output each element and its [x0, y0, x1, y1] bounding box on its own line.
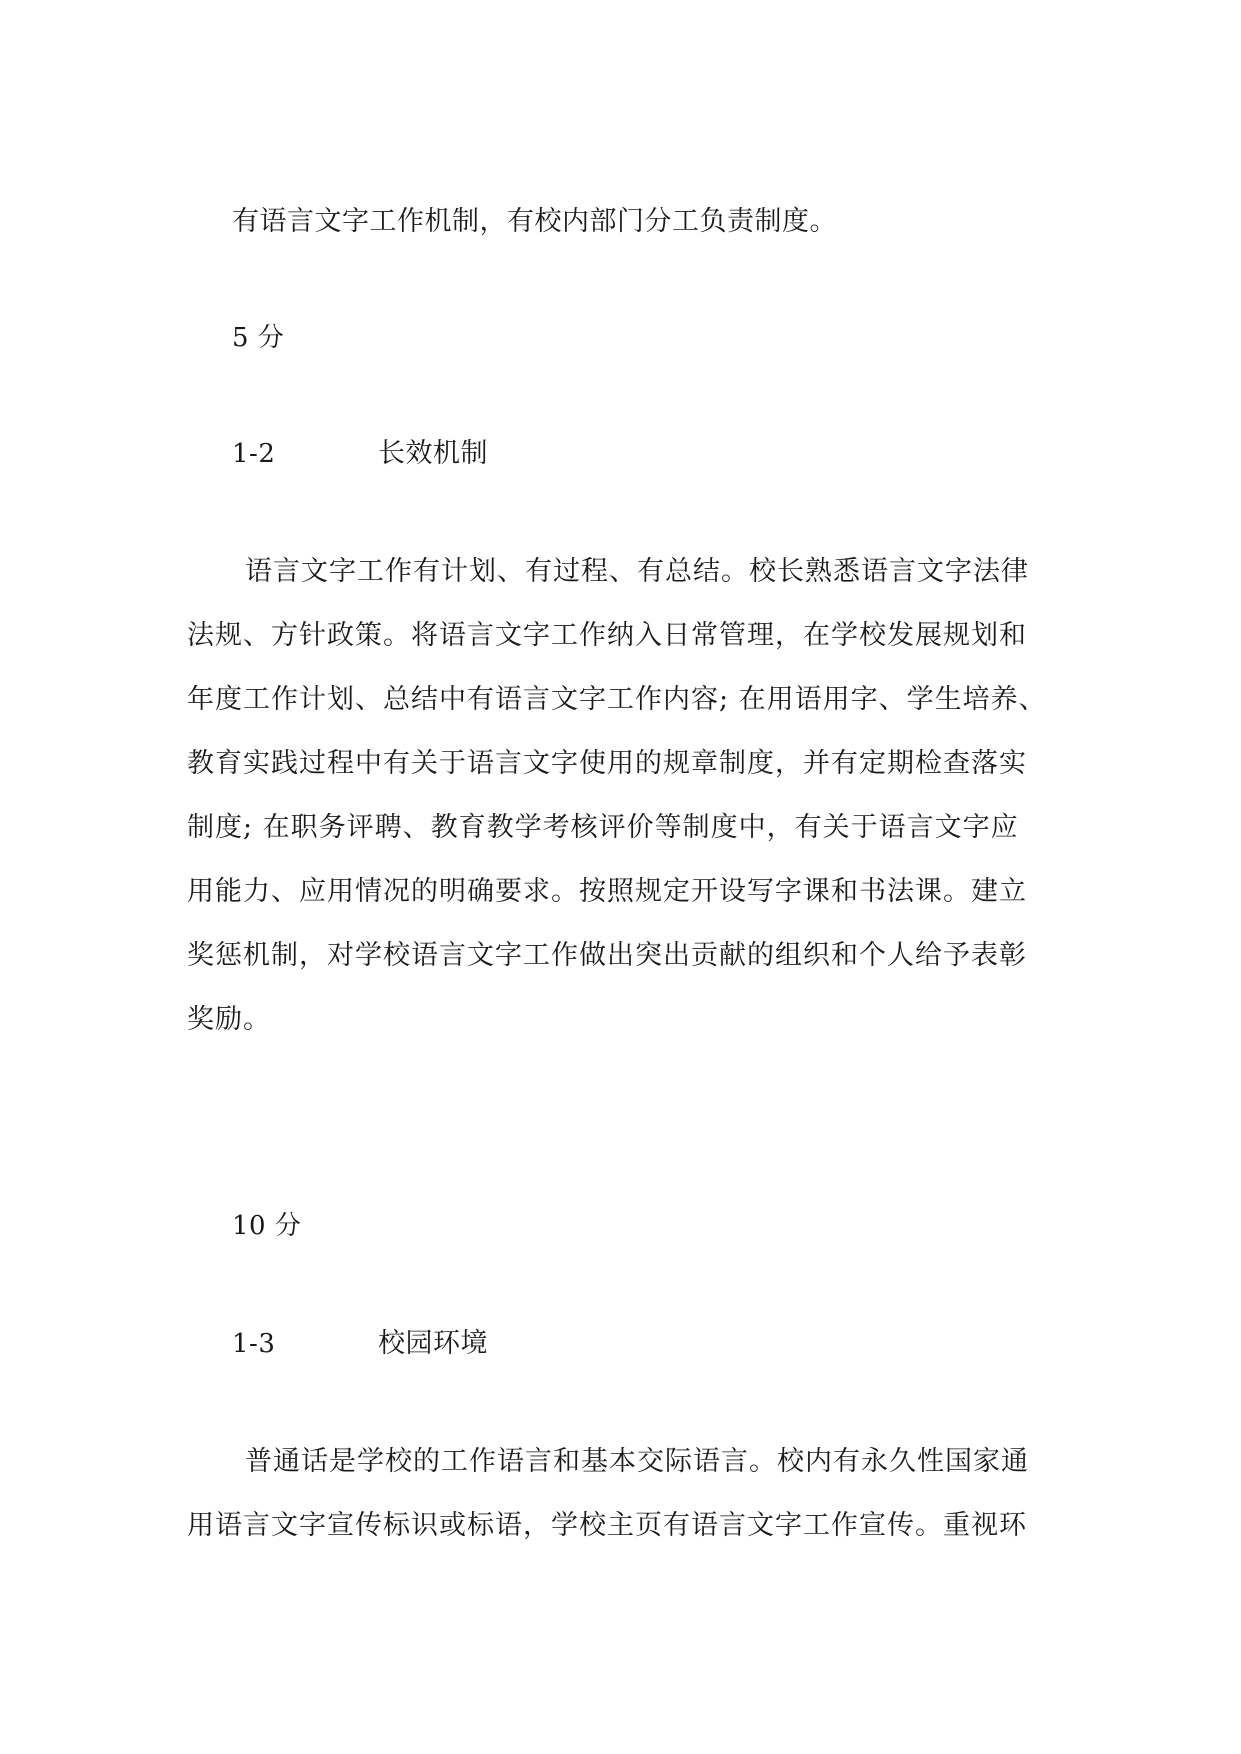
- campus-environment-paragraph: [187, 1430, 1057, 1558]
- item-code-1-3: 1-3: [232, 1329, 276, 1359]
- long-term-mechanism-paragraph: [187, 540, 1057, 1052]
- item-title-long-term-mechanism: 长效机制: [378, 438, 488, 469]
- item-code-1-2: 1-2: [232, 439, 276, 469]
- paragraph-line: 语言文字工作有计划、有过程、有总结。校长熟悉语言文字法律: [245, 556, 1029, 587]
- item-title-campus-environment: 校园环境: [378, 1328, 488, 1359]
- paragraph-line: 普通话是学校的工作语言和基本交际语言。校内有永久性国家通: [245, 1446, 1029, 1477]
- mechanism-statement: 有语言文字工作机制，有校内部门分工负责制度。: [232, 206, 837, 237]
- paragraph-line: 用能力、应用情况的明确要求。按照规定开设写字课和书法课。建立: [187, 876, 1027, 907]
- paragraph-line: 年度工作计划、总结中有语言文字工作内容; 在用语用字、学生培养、: [187, 684, 1047, 715]
- score-10: 10 分: [232, 1211, 302, 1241]
- paragraph-line: 制度; 在职务评聘、教育教学考核评价等制度中，有关于语言文字应: [187, 812, 1019, 843]
- paragraph-line: 奖励。: [187, 1004, 271, 1035]
- paragraph-line: 用语言文字宣传标识或标语，学校主页有语言文字工作宣传。重视环: [187, 1510, 1027, 1541]
- paragraph-line: 教育实践过程中有关于语言文字使用的规章制度，并有定期检查落实: [187, 748, 1027, 779]
- score-5: 5 分: [232, 323, 285, 353]
- paragraph-line: 法规、方针政策。将语言文字工作纳入日常管理，在学校发展规划和: [187, 620, 1027, 651]
- paragraph-line: 奖惩机制，对学校语言文字工作做出突出贡献的组织和个人给予表彰: [187, 940, 1027, 971]
